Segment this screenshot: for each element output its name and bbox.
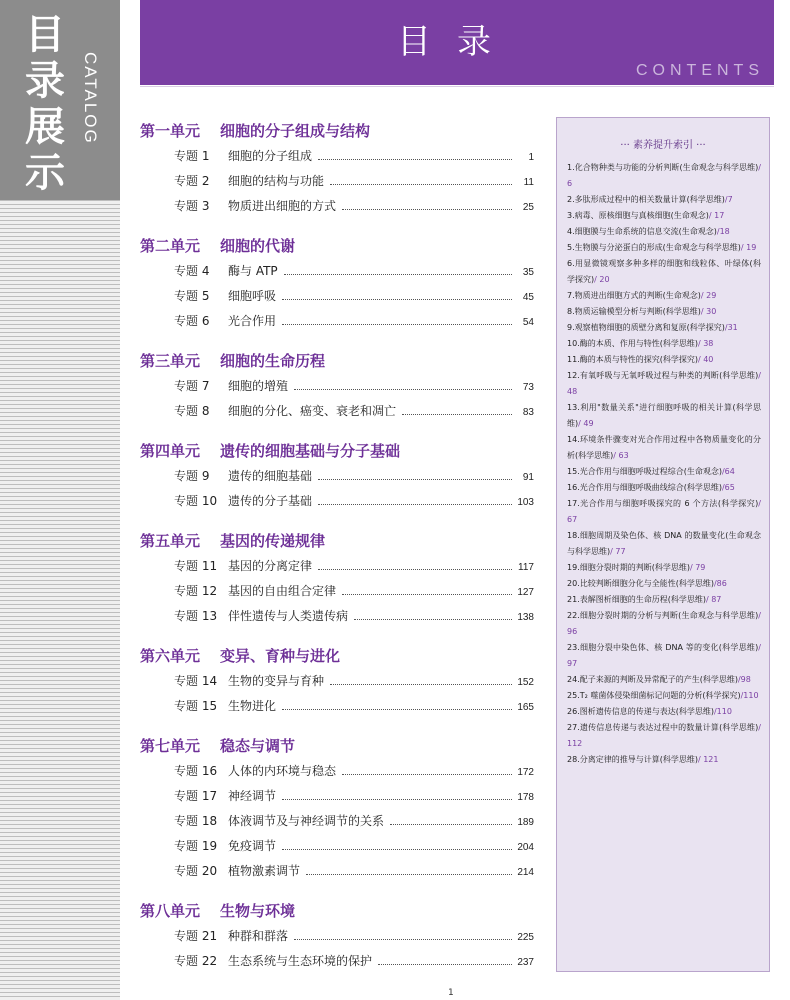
index-item[interactable] <box>567 640 761 672</box>
dot-leader <box>282 709 512 710</box>
sidebar-stripes <box>0 200 120 1000</box>
index-item-text: 22.细胞分裂时期的分析与判断(生命观念与科学思维) <box>567 611 759 620</box>
topic-page: 204 <box>517 842 534 853</box>
index-item-text: 4.细胞膜与生命系统的信息交流(生命观念) <box>567 227 717 236</box>
topic-title: 植物激素调节 <box>228 864 301 878</box>
toc-entry[interactable] <box>140 144 534 169</box>
index-item-page: / 30 <box>700 307 717 316</box>
index-item[interactable] <box>567 352 761 368</box>
topic-title: 细胞的分子组成 <box>228 149 313 163</box>
topic-number: 专题 12 <box>174 584 218 598</box>
index-item[interactable] <box>567 432 761 464</box>
toc-entry[interactable] <box>140 489 534 514</box>
sidebar-catalog-label: CATALOG <box>81 52 100 145</box>
topic-title: 生态系统与生态环境的保护 <box>228 954 373 968</box>
table-of-contents <box>140 118 534 988</box>
topic-number: 专题 18 <box>174 814 218 828</box>
index-item-page: / 19 <box>740 243 757 252</box>
index-item-text: 11.酶的本质与特性的探究(科学探究) <box>567 355 698 364</box>
topic-title: 细胞的增殖 <box>228 379 289 393</box>
toc-entry[interactable] <box>140 669 534 694</box>
unit-section <box>140 233 534 334</box>
index-item[interactable] <box>567 320 761 336</box>
unit-title: 细胞的代谢 <box>220 237 296 255</box>
toc-entry[interactable] <box>140 834 534 859</box>
unit-heading <box>140 528 534 554</box>
index-item-text: 20.比较判断细胞分化与全能性(科学思维) <box>567 579 714 588</box>
dot-leader <box>342 594 512 595</box>
unit-heading <box>140 733 534 759</box>
index-item[interactable] <box>567 688 761 704</box>
topic-number: 专题 8 <box>174 404 210 418</box>
index-item[interactable] <box>567 576 761 592</box>
index-item[interactable] <box>567 496 761 528</box>
index-title: ··· 素养提升索引 ··· <box>620 140 706 151</box>
toc-entry[interactable] <box>140 194 534 219</box>
header-divider <box>140 86 774 87</box>
unit-section <box>140 528 534 629</box>
index-item[interactable] <box>567 560 761 576</box>
topic-number: 专题 11 <box>174 559 218 573</box>
toc-entry[interactable] <box>140 949 534 974</box>
topic-page: 237 <box>517 957 534 968</box>
unit-section <box>140 348 534 424</box>
dot-leader <box>282 849 512 850</box>
unit-section <box>140 438 534 514</box>
index-item-page: / 49 <box>578 419 594 428</box>
topic-title: 种群和群落 <box>228 929 289 943</box>
unit-section <box>140 118 534 219</box>
index-item-page: / 96 <box>567 611 761 636</box>
index-item-text: 5.生物膜与分泌蛋白的形成(生命观念与科学思维) <box>567 243 741 252</box>
dot-leader <box>284 274 512 275</box>
unit-number: 第五单元 <box>140 532 201 550</box>
unit-title: 基因的传递规律 <box>220 532 326 550</box>
topic-title: 伴性遗传与人类遗传病 <box>228 609 349 623</box>
sidebar-title-char: 示 <box>25 149 65 196</box>
index-item[interactable] <box>567 160 761 192</box>
index-item-page: / 63 <box>613 451 629 460</box>
index-item[interactable] <box>567 608 761 640</box>
toc-entry[interactable] <box>140 399 534 424</box>
topic-number: 专题 7 <box>174 379 210 393</box>
topic-page: 127 <box>517 587 534 598</box>
page-number: 1 <box>448 988 454 998</box>
index-item-page: / 97 <box>567 643 761 668</box>
sidebar-title-char: 录 <box>25 57 65 104</box>
topic-number: 专题 19 <box>174 839 218 853</box>
dot-leader <box>330 684 512 685</box>
page-subtitle: CONTENTS <box>636 62 764 79</box>
unit-section <box>140 643 534 719</box>
topic-title: 生物进化 <box>228 699 277 713</box>
dot-leader <box>282 799 512 800</box>
index-item-text: 9.观察植物细胞的质壁分离和复原(科学探究) <box>567 323 725 332</box>
literacy-index-panel <box>556 117 770 972</box>
topic-number: 专题 10 <box>174 494 218 508</box>
unit-number: 第一单元 <box>140 122 201 140</box>
topic-title: 人体的内环境与稳态 <box>228 764 337 778</box>
unit-heading <box>140 643 534 669</box>
index-item[interactable] <box>567 208 761 224</box>
unit-title: 生物与环境 <box>220 902 296 920</box>
sidebar-title <box>22 12 68 196</box>
index-item-page: / 20 <box>594 275 610 284</box>
index-item-page: /64 <box>721 467 735 476</box>
index-item-page: / 29 <box>700 291 717 300</box>
topic-page: 45 <box>522 292 534 303</box>
toc-entry[interactable] <box>140 579 534 604</box>
unit-number: 第二单元 <box>140 237 201 255</box>
index-item-page: / 77 <box>610 547 626 556</box>
topic-title: 体液调节及与神经调节的关系 <box>228 814 385 828</box>
topic-page: 25 <box>522 202 534 213</box>
topic-page: 1 <box>528 152 534 163</box>
topic-page: 165 <box>517 702 534 713</box>
toc-entry[interactable] <box>140 694 534 719</box>
index-item-text: 8.物质运输模型分析与判断(科学思维) <box>567 307 701 316</box>
toc-entry[interactable] <box>140 924 534 949</box>
index-item-page: / 17 <box>708 211 725 220</box>
index-item-text: 1.化合物种类与功能的分析判断(生命观念与科学思维) <box>567 163 759 172</box>
index-item-text: 15.光合作用与细胞呼吸过程综合(生命观念) <box>567 467 722 476</box>
dot-leader <box>294 939 512 940</box>
topic-page: 103 <box>517 497 534 508</box>
dot-leader <box>318 479 512 480</box>
unit-heading <box>140 898 534 924</box>
topic-number: 专题 5 <box>174 289 210 303</box>
unit-heading <box>140 118 534 144</box>
dot-leader <box>294 389 512 390</box>
topic-title: 基因的自由组合定律 <box>228 584 337 598</box>
topic-page: 138 <box>517 612 534 623</box>
topic-title: 细胞的分化、癌变、衰老和凋亡 <box>228 404 397 418</box>
unit-number: 第四单元 <box>140 442 201 460</box>
index-item-page: /18 <box>716 227 730 236</box>
topic-number: 专题 2 <box>174 174 210 188</box>
topic-title: 细胞呼吸 <box>228 289 277 303</box>
unit-title: 变异、育种与进化 <box>220 647 341 665</box>
index-item-text: 13.利用"数量关系"进行细胞呼吸的相关计算(科学思维) <box>567 403 761 428</box>
unit-heading <box>140 438 534 464</box>
topic-page: 152 <box>517 677 534 688</box>
topic-number: 专题 9 <box>174 469 210 483</box>
dot-leader <box>318 159 512 160</box>
toc-entry[interactable] <box>140 169 534 194</box>
toc-entry[interactable] <box>140 374 534 399</box>
index-item-text: 12.有氧呼吸与无氧呼吸过程与种类的判断(科学思维) <box>567 371 759 380</box>
topic-title: 遗传的细胞基础 <box>228 469 313 483</box>
dot-leader <box>342 774 512 775</box>
unit-title: 遗传的细胞基础与分子基础 <box>220 442 401 460</box>
index-item[interactable] <box>567 336 761 352</box>
index-item-text: 7.物质进出细胞方式的判断(生命观念) <box>567 291 701 300</box>
index-item[interactable] <box>567 288 761 304</box>
index-item-text: 14.环境条件骤变对光合作用过程中各物质量变化的分析(科学思维) <box>567 435 761 460</box>
topic-page: 35 <box>522 267 534 278</box>
topic-number: 专题 22 <box>174 954 218 968</box>
topic-number: 专题 6 <box>174 314 210 328</box>
index-item-page: / 121 <box>697 755 719 764</box>
index-item-page: /7 <box>724 195 733 204</box>
index-item-page: /110 <box>713 707 732 716</box>
dot-leader <box>378 964 512 965</box>
index-item-page: /98 <box>737 675 751 684</box>
topic-title: 光合作用 <box>228 314 277 328</box>
index-item-text: 27.遗传信息传递与表达过程中的数量计算(科学思维) <box>567 723 759 732</box>
index-item-text: 25.T₂ 噬菌体侵染细菌标记问题的分析(科学探究) <box>567 691 741 700</box>
dot-leader <box>282 324 512 325</box>
unit-number: 第六单元 <box>140 647 201 665</box>
header-banner <box>140 0 774 85</box>
unit-number: 第三单元 <box>140 352 201 370</box>
sidebar-title-char: 目 <box>25 11 65 58</box>
dot-leader <box>354 619 512 620</box>
index-item[interactable] <box>567 240 761 256</box>
topic-page: 83 <box>522 407 534 418</box>
topic-page: 54 <box>522 317 534 328</box>
topic-number: 专题 15 <box>174 699 218 713</box>
topic-title: 生物的变异与育种 <box>228 674 325 688</box>
unit-heading <box>140 348 534 374</box>
index-item[interactable] <box>567 224 761 240</box>
index-item-text: 6.用显微镜观察多种多样的细胞和线粒体、叶绿体(科学探究) <box>567 259 761 284</box>
index-item-text: 16.光合作用与细胞呼吸曲线综合(科学思维) <box>567 483 722 492</box>
toc-entry[interactable] <box>140 759 534 784</box>
dot-leader <box>342 209 512 210</box>
toc-entry[interactable] <box>140 259 534 284</box>
topic-page: 117 <box>518 562 534 573</box>
topic-page: 225 <box>517 932 534 943</box>
dot-leader <box>318 569 512 570</box>
topic-number: 专题 4 <box>174 264 210 278</box>
topic-title: 基因的分离定律 <box>228 559 313 573</box>
toc-entry[interactable] <box>140 284 534 309</box>
index-list <box>557 160 769 768</box>
topic-title: 酶与 ATP <box>228 264 278 278</box>
dot-leader <box>318 504 512 505</box>
index-item-page: /110 <box>740 691 759 700</box>
index-item[interactable] <box>567 528 761 560</box>
toc-entry[interactable] <box>140 464 534 489</box>
toc-entry[interactable] <box>140 784 534 809</box>
index-item-page: / 48 <box>567 371 761 396</box>
unit-number: 第八单元 <box>140 902 201 920</box>
topic-number: 专题 21 <box>174 929 218 943</box>
topic-title: 细胞的结构与功能 <box>228 174 325 188</box>
topic-page: 91 <box>522 472 534 483</box>
index-item[interactable] <box>567 704 761 720</box>
index-item-page: / 79 <box>689 563 706 572</box>
topic-title: 物质进出细胞的方式 <box>228 199 337 213</box>
unit-section <box>140 733 534 884</box>
index-item-text: 24.配子来源的判断及异常配子的产生(科学思维) <box>567 675 738 684</box>
index-item-page: / 87 <box>705 595 722 604</box>
index-item[interactable] <box>567 464 761 480</box>
topic-page: 172 <box>517 767 534 778</box>
index-item[interactable] <box>567 720 761 752</box>
unit-title: 稳态与调节 <box>220 737 296 755</box>
dot-leader <box>282 299 512 300</box>
topic-number: 专题 14 <box>174 674 218 688</box>
page-title: 目录 <box>397 22 517 62</box>
index-item[interactable] <box>567 592 761 608</box>
index-item[interactable] <box>567 480 761 496</box>
topic-page: 214 <box>517 867 534 878</box>
index-item[interactable] <box>567 256 761 288</box>
dot-leader <box>390 824 512 825</box>
topic-number: 专题 17 <box>174 789 218 803</box>
index-item-text: 19.细胞分裂时期的判断(科学思维) <box>567 563 690 572</box>
unit-number: 第七单元 <box>140 737 201 755</box>
unit-heading <box>140 233 534 259</box>
index-item-text: 18.细胞周期及染色体、核 DNA 的数量变化(生命观念与科学思维) <box>567 531 761 556</box>
unit-title: 细胞的分子组成与结构 <box>220 122 371 140</box>
index-item-page: / 112 <box>567 723 761 748</box>
unit-section <box>140 898 534 974</box>
index-item[interactable] <box>567 400 761 432</box>
index-item-text: 26.图析遗传信息的传递与表达(科学思维) <box>567 707 714 716</box>
index-item-text: 10.酶的本质、作用与特性(科学思维) <box>567 339 698 348</box>
dot-leader <box>402 414 512 415</box>
dot-leader <box>330 184 512 185</box>
topic-page: 178 <box>517 792 534 803</box>
topic-title: 遗传的分子基础 <box>228 494 313 508</box>
topic-number: 专题 16 <box>174 764 218 778</box>
index-item-page: / 40 <box>697 355 714 364</box>
index-item-page: / 67 <box>567 499 761 524</box>
topic-page: 73 <box>522 382 534 393</box>
index-item[interactable] <box>567 752 761 768</box>
topic-page: 189 <box>517 817 534 828</box>
topic-number: 专题 1 <box>174 149 210 163</box>
topic-page: 11 <box>523 177 534 188</box>
toc-entry[interactable] <box>140 554 534 579</box>
index-item-text: 2.多肽形成过程中的相关数量计算(科学思维) <box>567 195 725 204</box>
index-item[interactable] <box>567 304 761 320</box>
topic-number: 专题 3 <box>174 199 210 213</box>
index-item[interactable] <box>567 672 761 688</box>
unit-title: 细胞的生命历程 <box>220 352 326 370</box>
index-item[interactable] <box>567 192 761 208</box>
topic-number: 专题 13 <box>174 609 218 623</box>
index-item-text: 17.光合作用与细胞呼吸探究的 6 个方法(科学探究) <box>567 499 759 508</box>
topic-number: 专题 20 <box>174 864 218 878</box>
index-item-page: /86 <box>713 579 727 588</box>
topic-title: 免疫调节 <box>228 839 277 853</box>
index-item-page: / 38 <box>697 339 714 348</box>
sidebar-title-char: 展 <box>25 103 65 150</box>
index-item-text: 21.表解图析细胞的生命历程(科学思维) <box>567 595 706 604</box>
topic-title: 神经调节 <box>228 789 277 803</box>
index-item-page: /65 <box>721 483 735 492</box>
index-item-text: 23.细胞分裂中染色体、核 DNA 等的变化(科学思维) <box>567 643 759 652</box>
index-item-page: /31 <box>724 323 738 332</box>
toc-entry[interactable] <box>140 309 534 334</box>
toc-entry[interactable] <box>140 809 534 834</box>
dot-leader <box>306 874 512 875</box>
toc-entry[interactable] <box>140 859 534 884</box>
index-item-text: 28.分离定律的推导与计算(科学思维) <box>567 755 698 764</box>
toc-entry[interactable] <box>140 604 534 629</box>
sidebar <box>0 0 120 1000</box>
index-item-page: / 6 <box>567 163 761 188</box>
index-item[interactable] <box>567 368 761 400</box>
index-item-text: 3.病毒、原核细胞与真核细胞(生命观念) <box>567 211 709 220</box>
